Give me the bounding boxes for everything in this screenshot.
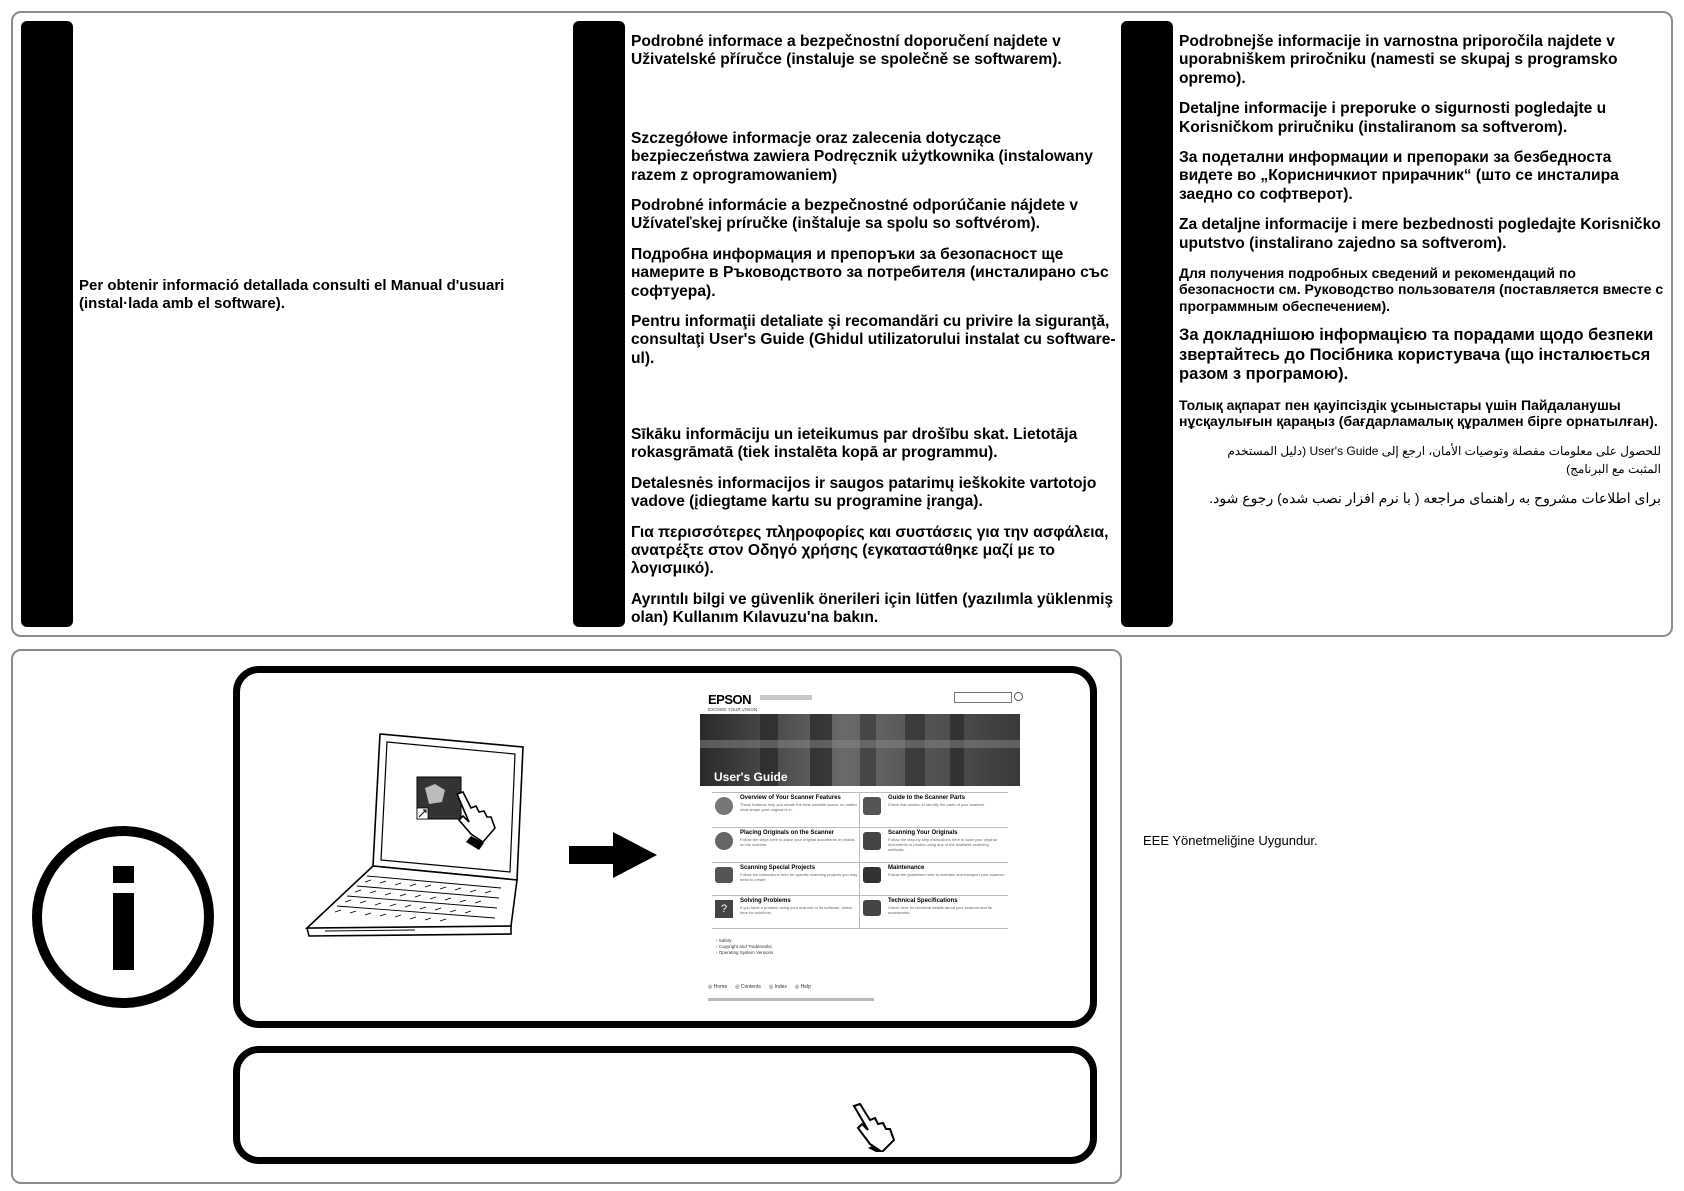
guide-topic-title: Scanning Your Originals xyxy=(888,830,958,836)
guide-topic-desc: Follow the steps here to place your original documents or photos on the scanner. xyxy=(740,837,855,847)
guide-topic-desc: If you have a problem using your scanner or its software, check here for solutions. xyxy=(740,905,853,915)
guide-topic-desc: Follow the guidelines here to maintain and transport your scanner. xyxy=(888,872,1005,877)
text-column-2 xyxy=(631,33,1121,628)
guide-topics xyxy=(712,792,1008,929)
persian-note: برای اطلاعات مشروح به راهنمای مراجعه ( با نرم افزار نصب شده) رجوع شود. xyxy=(1209,489,1661,506)
serbian-note: Za detaljne informacije i mere bezbednosti pogledajte Korisničko uputstvo (instalirano zajedno sa softverom). xyxy=(1179,216,1661,252)
polish-note: Szczegółowe informacje oraz zalecenia dotyczące bezpieczeństwa zawiera Podręcznik użytkownika (instalowany razem z oprogramowaniem) xyxy=(631,129,1093,184)
home-link[interactable]: ◎ Home xyxy=(708,984,728,990)
guide-topic-item[interactable] xyxy=(860,828,1008,863)
guide-banner-title: User's Guide xyxy=(714,770,788,784)
arabic-line-2: المثبت مع البرنامج) xyxy=(1566,461,1661,476)
guide-topic-title: Solving Problems xyxy=(740,898,791,904)
guide-footer-nav xyxy=(708,984,811,990)
guide-links xyxy=(716,938,773,956)
guide-topic-title: Scanning Special Projects xyxy=(740,865,816,871)
topic-thumbnail-icon xyxy=(863,832,881,850)
guide-topic-desc: These features help you create the best possible scans, no matter what shape your original is in. xyxy=(740,802,857,812)
topic-thumbnail-icon xyxy=(863,900,881,916)
ukrainian-note: За докладнішою інформацією та порадами щодо безпеки звертайтесь до Посібника користувача (що інсталюється разом з програмою). xyxy=(1179,326,1654,384)
topic-thumbnail-icon xyxy=(715,797,733,815)
guide-topic-desc: Check here for technical details about your scanner and its accessories. xyxy=(888,905,993,915)
guide-topic-item[interactable] xyxy=(860,896,1008,929)
russian-note: Для получения подробных сведений и рекомендаций по безопасности см. Руководство пользователя (поставляется вместе с программным обеспечением). xyxy=(1179,264,1664,314)
guide-topic-title: Placing Originals on the Scanner xyxy=(740,830,835,836)
question-icon: ? xyxy=(715,900,733,918)
index-link[interactable]: ◎ Index xyxy=(768,984,787,990)
czech-note: Podrobné informace a bezpečnostní doporučení najdete v Uživatelské příručce (instaluje se společně se softwarem). xyxy=(631,33,1062,69)
slovenian-note: Podrobnejše informacije in varnostna priporočila najdete v uporabniškem priročniku (namesti se skupaj s programsko opremo). xyxy=(1179,33,1618,87)
guide-topic-title: Overview of Your Scanner Features xyxy=(740,795,841,801)
macedonian-note: За подетални информации и препораки за безбедноста видете во „Корисничкиот прирачник“ (што се инсталира заедно со софтверот). xyxy=(1179,148,1619,203)
guide-topic-item[interactable] xyxy=(712,863,860,896)
guide-link[interactable]: › Safety xyxy=(716,938,732,943)
guide-topic-desc: Follow the instructions here for specific scanning projects you may need to create. xyxy=(740,872,858,882)
guide-topic-item[interactable] xyxy=(712,828,860,863)
black-bar-1 xyxy=(21,21,73,627)
users-guide-screen xyxy=(700,688,1026,1010)
arabic-line-1: للحصول على معلومات مفصلة وتوصيات الأمان، ارجع إلى User's Guide (دليل المستخدم xyxy=(1227,443,1661,458)
black-bar-3 xyxy=(1121,21,1173,627)
help-link[interactable]: ◎ Help xyxy=(794,984,811,990)
topic-thumbnail-icon xyxy=(715,867,733,883)
guide-link[interactable]: › Operating System Versions xyxy=(716,950,774,956)
romanian-note: Pentru informaţii detaliate şi recomandări cu privire la siguranţă, consultaţi User's Guide (Ghidul utilizatorului instalat cu software-ul). xyxy=(631,312,1116,367)
black-bar-2 xyxy=(573,21,625,627)
guide-topic-title: Technical Specifications xyxy=(888,898,958,904)
model-name-placeholder xyxy=(760,695,812,700)
guide-search-input[interactable] xyxy=(954,692,1012,703)
topic-thumbnail-icon xyxy=(863,867,881,883)
guide-topic-item[interactable] xyxy=(712,896,860,929)
latvian-note: Sīkāku informāciju un ieteikumus par drošību skat. Lietotāja rokasgrāmatā (tiek instalēta kopā ar programmu). xyxy=(631,426,1078,462)
contents-link[interactable]: ◎ Contents xyxy=(735,984,761,990)
guide-topic-title: Guide to the Scanner Parts xyxy=(888,795,966,801)
turkish-note: Ayrıntılı bilgi ve güvenlik önerileri için lütfen (yazılımla yüklenmiş olan) Kullanım Kılavuzu'na bakın. xyxy=(631,590,1114,627)
guide-topic-title: Maintenance xyxy=(888,865,925,871)
laptop-illustration xyxy=(305,730,540,965)
lithuanian-note: Detalesnės informacijos ir saugos patarimų ieškokite vartotojo vadove (įdiegtame kartu su programine įranga). xyxy=(631,474,1097,511)
guide-topic-item[interactable] xyxy=(860,793,1008,828)
greek-note: Για περισσότερες πληροφορίες και συστάσεις για την ασφάλεια, ανατρέξτε στον Οδηγό χρήσης (εγκαταστάθηκε μαζί με το λογισμικό). xyxy=(631,523,1109,578)
text-catalan xyxy=(79,277,539,332)
topic-thumbnail-icon xyxy=(863,797,881,815)
arrow-right-icon xyxy=(569,832,659,878)
bulgarian-note: Подробна информация и препоръки за безопасност ще намерите в Ръководството за потребителя (инсталирано със софтуера). xyxy=(631,245,1109,300)
arabic-note xyxy=(1179,442,1669,478)
guide-topic-item[interactable] xyxy=(860,863,1008,896)
croatian-note: Detaljne informacije i preporuke o sigurnosti pogledajte u Korisničkom priručniku (instaliranom sa softverom). xyxy=(1179,100,1607,136)
compliance-note: EEE Yönetmeliğine Uygundur. xyxy=(1143,833,1318,848)
guide-topic-desc: Check this section to identify the parts of your scanner. xyxy=(888,802,985,807)
text-column-3 xyxy=(1179,33,1669,506)
hand-pointer-icon xyxy=(850,1098,902,1152)
topic-thumbnail-icon xyxy=(715,832,733,850)
search-icon[interactable] xyxy=(1014,692,1023,701)
empty-frame xyxy=(233,1046,1097,1164)
epson-logo: EPSON xyxy=(708,692,752,707)
guide-topic-desc: Follow the step-by-step instructions here to scan your original documents or photos using any of the available scanning methods. xyxy=(888,837,997,852)
guide-topic-item[interactable] xyxy=(712,793,860,828)
guide-link[interactable]: › Copyright and Trademarks xyxy=(716,944,772,950)
kazakh-note: Толық ақпарат пен қауіпсіздік ұсыныстары үшін Пайдаланушы нұсқаулығын қараңыз (бағдарламалық құралмен бірге орнатылған). xyxy=(1179,396,1658,430)
guide-copyright-line xyxy=(708,998,874,1001)
epson-tagline: EXCEED YOUR VISION xyxy=(708,707,758,712)
catalan-note: Per obtenir informació detallada consulti el Manual d'usuari (instal·lada amb el software). xyxy=(79,277,505,312)
info-icon xyxy=(30,824,216,1010)
slovak-note: Podrobné informácie a bezpečnostné odporúčanie nájdete v Užívateľskej príručke (inštaluje sa spolu so softvérom). xyxy=(631,196,1079,233)
